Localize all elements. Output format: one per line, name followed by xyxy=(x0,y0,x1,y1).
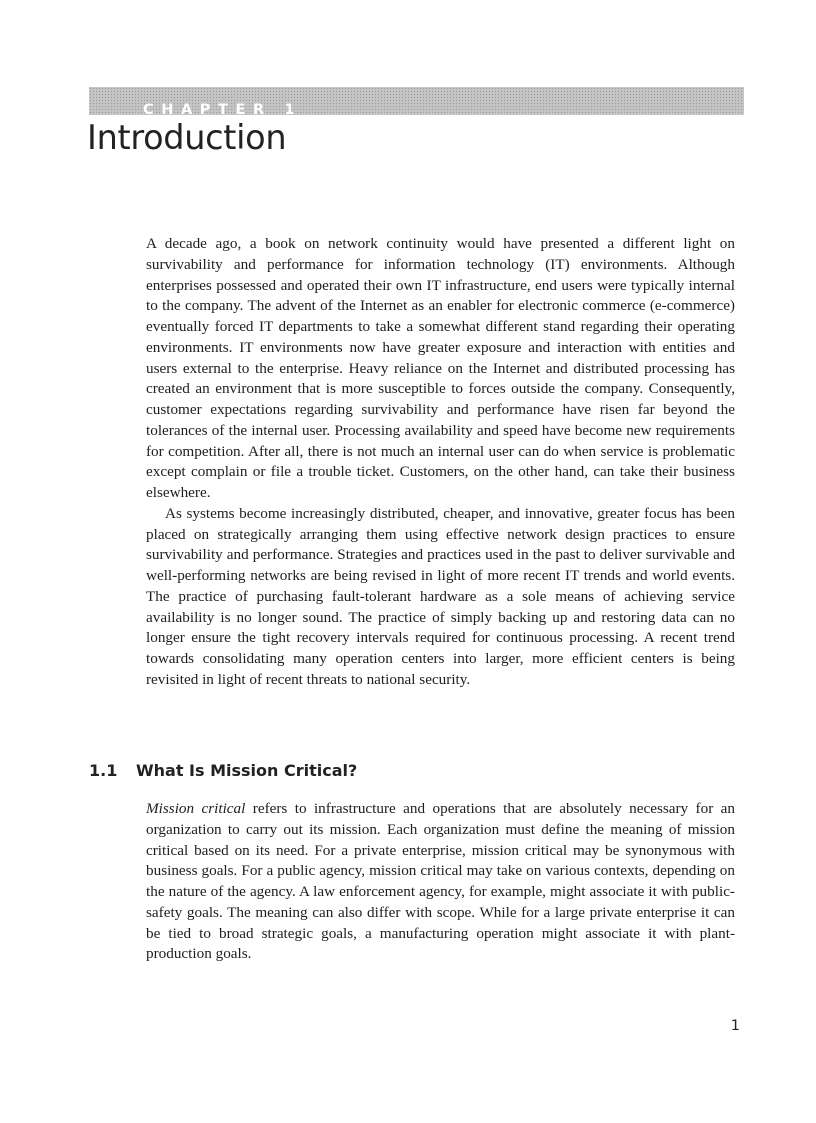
page-number: 1 xyxy=(730,1018,740,1034)
chapter-title: Introduction xyxy=(87,118,287,157)
intro-text-block xyxy=(146,234,735,691)
section-heading xyxy=(89,760,357,782)
intro-paragraph-1: A decade ago, a book on network continuity would have presented a different light on survivability and performance for information technology (IT) environments. Although enterprises possessed and operated their own IT infrastructure, end users were typically internal to the company. The advent of the Internet as an enabler for electronic commerce (e-commerce) eventually forced IT departments to take a somewhat different stand regarding their operating environments. IT environments now have greater exposure and interaction with entities and users external to the enterprise. Heavy reliance on the Internet and distributed processing has created an environment that is more susceptible to forces outside the company. Consequently, customer expectations regarding survivability and performance have risen far beyond the tolerances of the internal user. Processing availability and speed have become new requirements for competition. After all, there is not much an internal user can do when service is problematic except complain or file a trouble ticket. Customers, on the other hand, can take their business elsewhere. xyxy=(146,235,735,501)
section-number: 1.1 xyxy=(89,761,118,780)
chapter-label: CHAPTER 1 xyxy=(143,102,303,118)
section-text-block xyxy=(146,799,735,965)
defined-term: Mission critical xyxy=(146,800,246,817)
section-title: What Is Mission Critical? xyxy=(136,761,358,780)
section-paragraph-1 xyxy=(146,799,735,965)
section-paragraph-1-text: refers to infrastructure and operations that are absolutely necessary for an organization to carry out its mission. Each organization must define the meaning of mission critical based on its need. For a private enterprise, mission critical may be synonymous with business goals. For a public agency, mission critical may take on various contexts, depending on the nature of the agency. A law enforcement agency, for example, might associate it with public-safety goals. The meaning can also differ with scope. While for a large private enterprise it can be tied to broad strategic goals, a manufacturing operation might associate it with plant-production goals. xyxy=(146,800,736,963)
intro-paragraph-2: As systems become increasingly distributed, cheaper, and innovative, greater focus has been placed on strategically arranging them using effective network design practices to ensure survivability and performance. Strategies and practices used in the past to deliver survivable and well-performing networks are being revised in light of more recent IT trends and world events. The practice of purchasing fault-tolerant hardware as a sole means of achieving service availability is no longer sound. The practice of simply backing up and restoring data can no longer ensure the tight recovery intervals required for continuous processing. A recent trend towards consolidating many operation centers into larger, more efficient centers is being revisited in light of recent threats to national security. xyxy=(146,504,735,688)
